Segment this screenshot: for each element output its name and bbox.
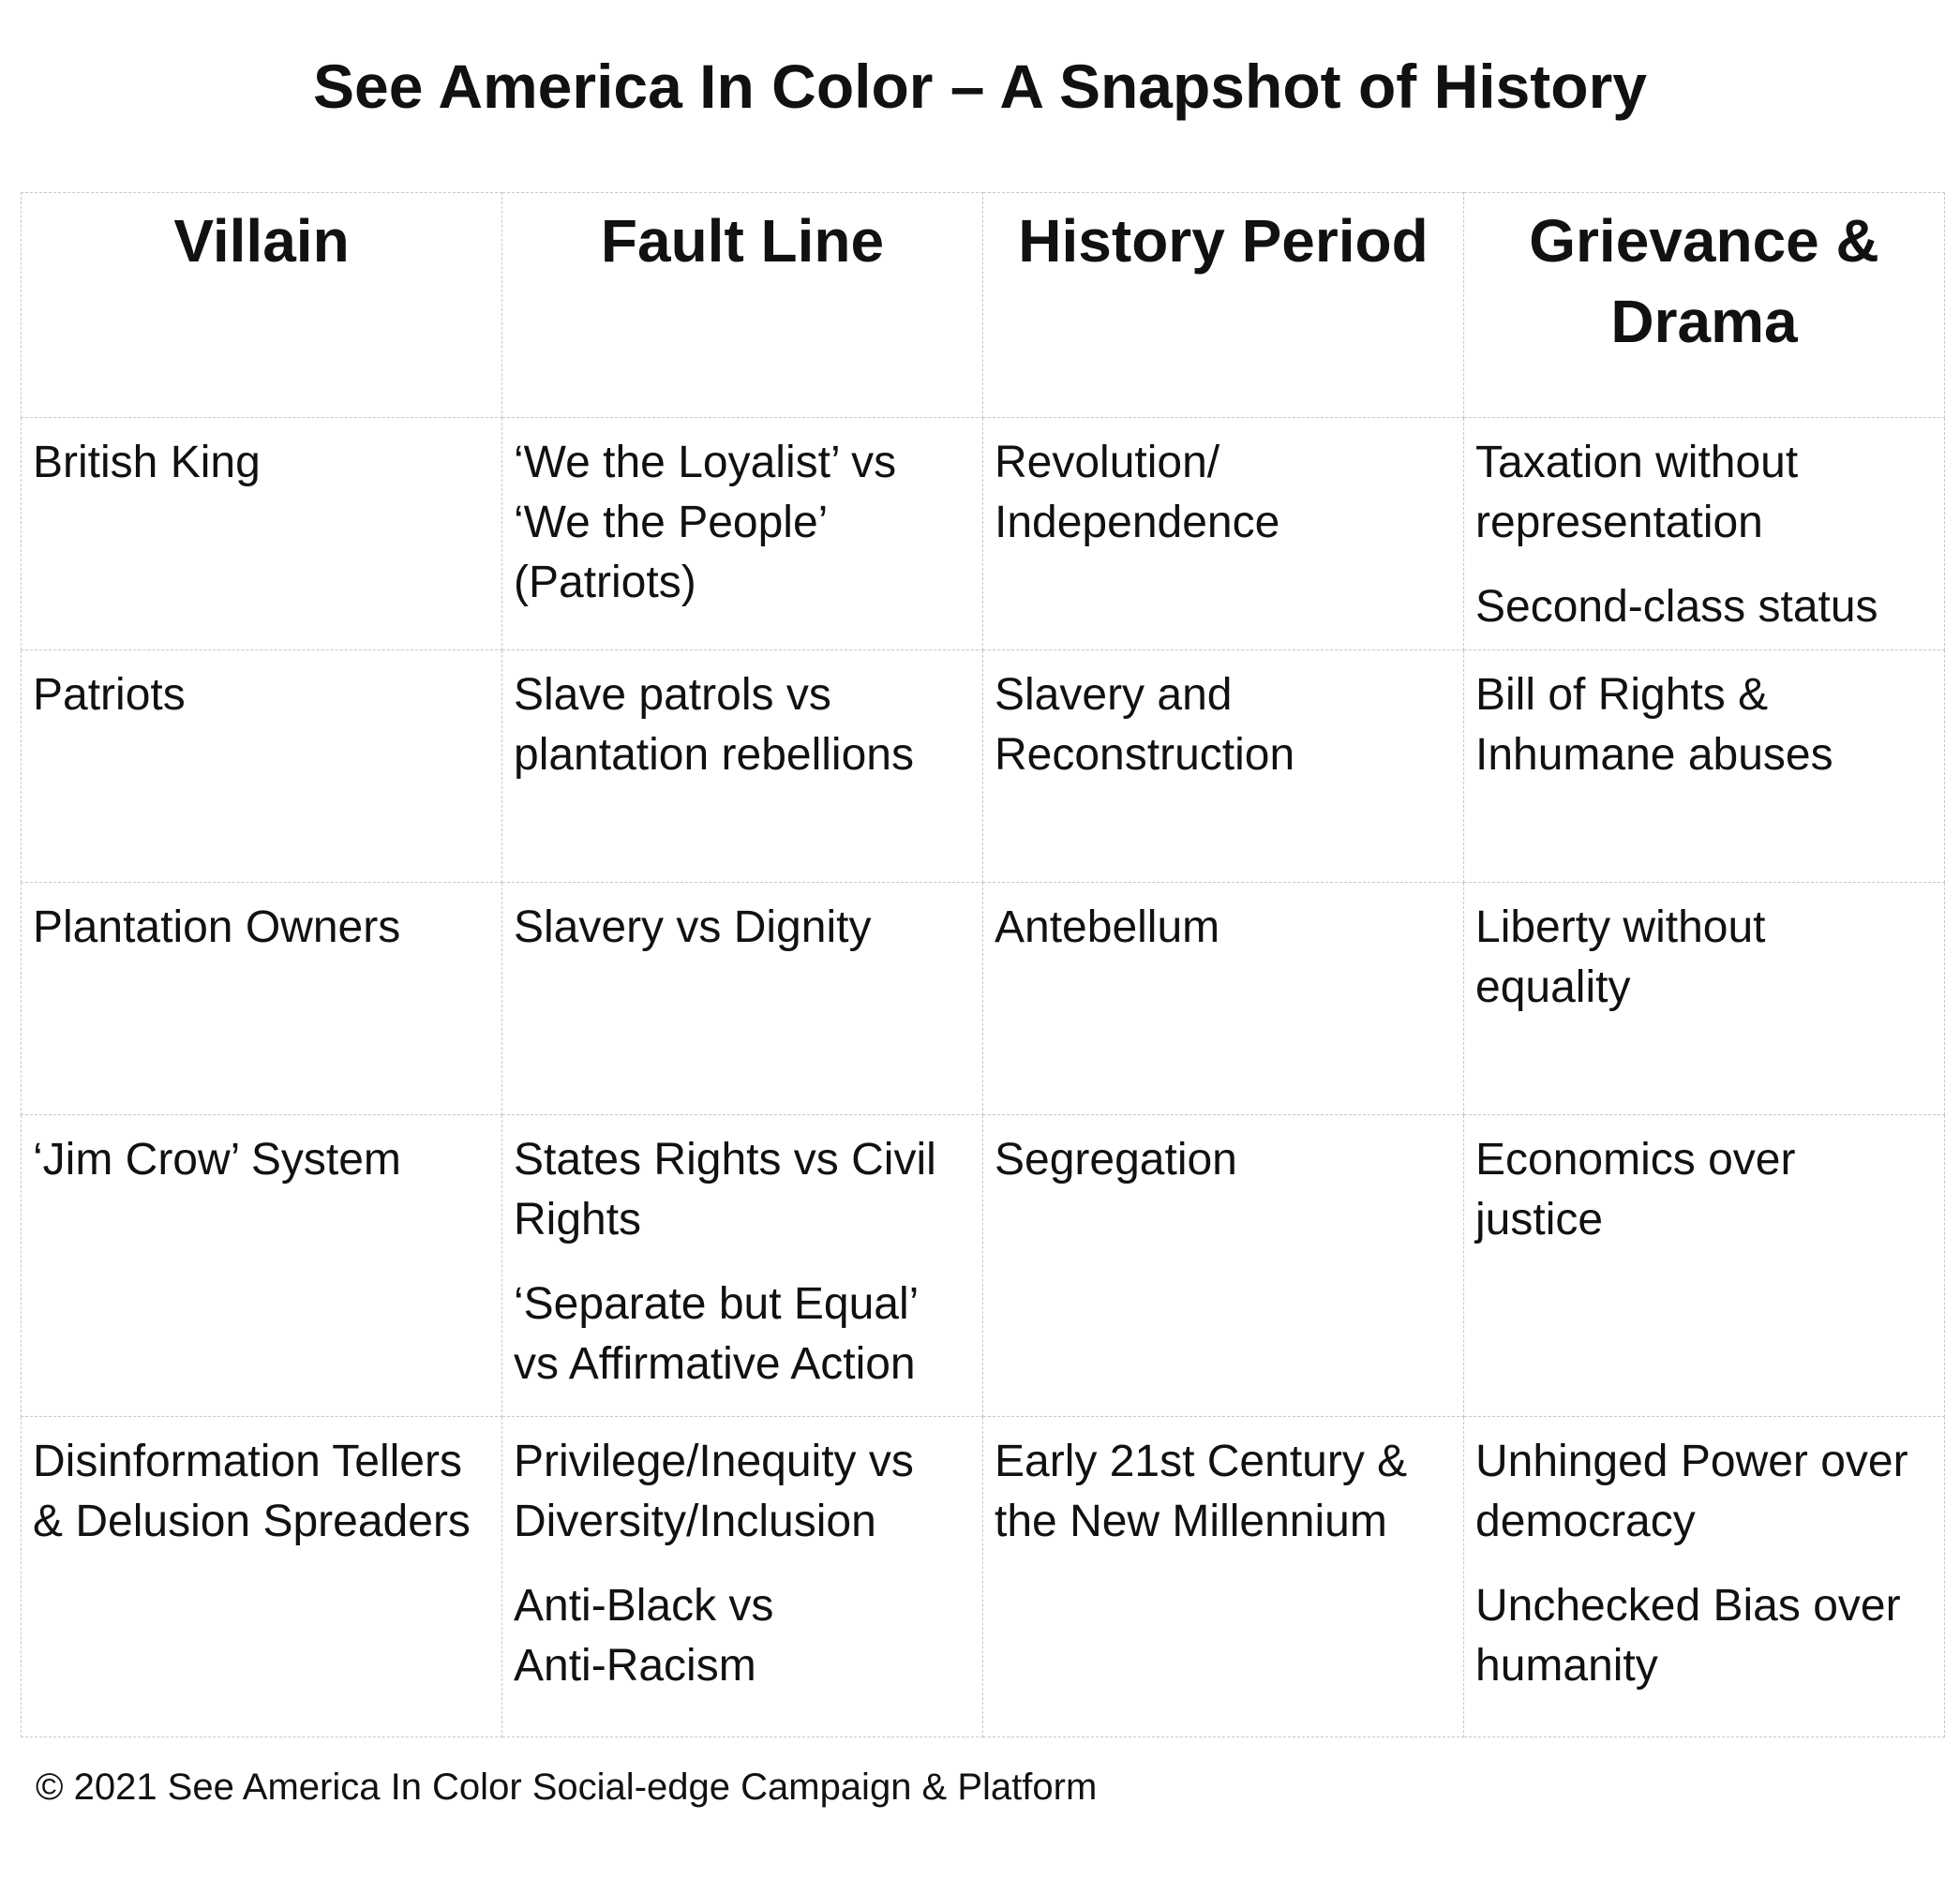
cell-text: Slavery and	[995, 670, 1233, 720]
cell-text: (Patriots)	[514, 558, 696, 607]
cell-text: Disinformation Tellers	[33, 1437, 462, 1486]
cell-text: & Delusion Spreaders	[33, 1497, 471, 1546]
fault-line-cell	[502, 650, 983, 883]
cell-text: Economics over	[1475, 1135, 1796, 1185]
cell-paragraph	[995, 665, 1452, 785]
cell-text: Second-class status	[1475, 582, 1878, 632]
header-villain: Villain	[22, 193, 502, 418]
cell-text: Antebellum	[995, 902, 1220, 952]
history-period-cell	[983, 1115, 1464, 1417]
table-row	[22, 883, 1945, 1115]
header-grievance-line: Drama	[1610, 288, 1798, 355]
cell-text: Plantation Owners	[33, 902, 401, 952]
table-row	[22, 418, 1945, 650]
cell-paragraph	[514, 433, 971, 613]
cell-paragraph	[514, 1130, 971, 1250]
page-title: See America In Color – A Snapshot of History	[313, 52, 1647, 121]
cell-text: representation	[1475, 498, 1763, 547]
cell-text: Inhumane abuses	[1475, 730, 1833, 780]
cell-text: ‘Separate but Equal’	[514, 1279, 920, 1329]
cell-text: plantation rebellions	[514, 730, 914, 780]
table-row	[22, 650, 1945, 883]
history-period-cell	[983, 1417, 1464, 1737]
cell-text: Diversity/Inclusion	[514, 1497, 876, 1546]
cell-paragraph	[514, 898, 971, 958]
cell-paragraph	[995, 898, 1452, 958]
history-period-cell	[983, 418, 1464, 650]
cell-text: Segregation	[995, 1135, 1237, 1185]
cell-text: justice	[1475, 1195, 1604, 1245]
cell-text: Privilege/Inequity vs	[514, 1437, 914, 1486]
grievance-cell	[1464, 418, 1945, 650]
history-table	[21, 192, 1945, 1737]
cell-text: Unhinged Power over	[1475, 1437, 1908, 1486]
cell-text: equality	[1475, 962, 1631, 1012]
cell-paragraph	[995, 433, 1452, 553]
table-row	[22, 1115, 1945, 1417]
cell-text: Bill of Rights &	[1475, 670, 1769, 720]
cell-paragraph	[1475, 577, 1933, 637]
cell-text: ‘Jim Crow’ System	[33, 1135, 401, 1185]
villain-cell	[22, 1115, 502, 1417]
cell-text: Independence	[995, 498, 1280, 547]
cell-paragraph	[1475, 433, 1933, 553]
cell-paragraph	[1475, 665, 1933, 785]
cell-text: Unchecked Bias over	[1475, 1581, 1901, 1631]
grievance-cell	[1464, 1115, 1945, 1417]
cell-text: British King	[33, 438, 261, 487]
cell-paragraph	[995, 1432, 1452, 1552]
cell-paragraph	[514, 1432, 971, 1552]
grievance-cell	[1464, 1417, 1945, 1737]
cell-paragraph	[1475, 1576, 1933, 1696]
fault-line-cell	[502, 1417, 983, 1737]
fault-line-cell	[502, 883, 983, 1115]
cell-paragraph	[1475, 1130, 1933, 1250]
cell-text: Patriots	[33, 670, 186, 720]
grievance-cell	[1464, 650, 1945, 883]
cell-text: Slavery vs Dignity	[514, 902, 872, 952]
history-period-cell	[983, 650, 1464, 883]
villain-cell	[22, 418, 502, 650]
cell-paragraph	[514, 1274, 971, 1394]
grievance-cell	[1464, 883, 1945, 1115]
fault-line-cell	[502, 1115, 983, 1417]
cell-paragraph	[1475, 1432, 1933, 1552]
cell-text: States Rights vs Civil	[514, 1135, 936, 1185]
cell-text: ‘We the Loyalist’ vs	[514, 438, 897, 487]
history-period-cell	[983, 883, 1464, 1115]
cell-text: humanity	[1475, 1641, 1658, 1691]
cell-text: Liberty without	[1475, 902, 1766, 952]
header-history-period: History Period	[983, 193, 1464, 418]
cell-text: Anti-Racism	[514, 1641, 756, 1691]
cell-paragraph	[514, 1576, 971, 1696]
header-grievance-line: Grievance &	[1529, 207, 1879, 275]
cell-text: Taxation without	[1475, 438, 1799, 487]
villain-cell	[22, 1417, 502, 1737]
cell-paragraph	[514, 665, 971, 785]
cell-text: Slave patrols vs	[514, 670, 831, 720]
cell-text: the New Millennium	[995, 1497, 1387, 1546]
header-grievance-drama	[1464, 193, 1945, 418]
cell-text: Revolution/	[995, 438, 1220, 487]
copyright-footer: © 2021 See America In Color Social-edge Campaign & Platform	[36, 1766, 1098, 1808]
cell-text: ‘We the People’	[514, 498, 829, 547]
villain-cell	[22, 650, 502, 883]
header-fault-line: Fault Line	[502, 193, 983, 418]
cell-text: Reconstruction	[995, 730, 1295, 780]
villain-cell	[22, 883, 502, 1115]
table-row	[22, 1417, 1945, 1737]
cell-text: democracy	[1475, 1497, 1696, 1546]
cell-text: Early 21st Century &	[995, 1437, 1408, 1486]
table-header-row	[22, 193, 1945, 418]
cell-text: Anti-Black vs	[514, 1581, 774, 1631]
fault-line-cell	[502, 418, 983, 650]
cell-text: Rights	[514, 1195, 642, 1245]
cell-paragraph	[1475, 898, 1933, 1018]
cell-text: vs Affirmative Action	[514, 1339, 916, 1389]
cell-paragraph	[995, 1130, 1452, 1190]
